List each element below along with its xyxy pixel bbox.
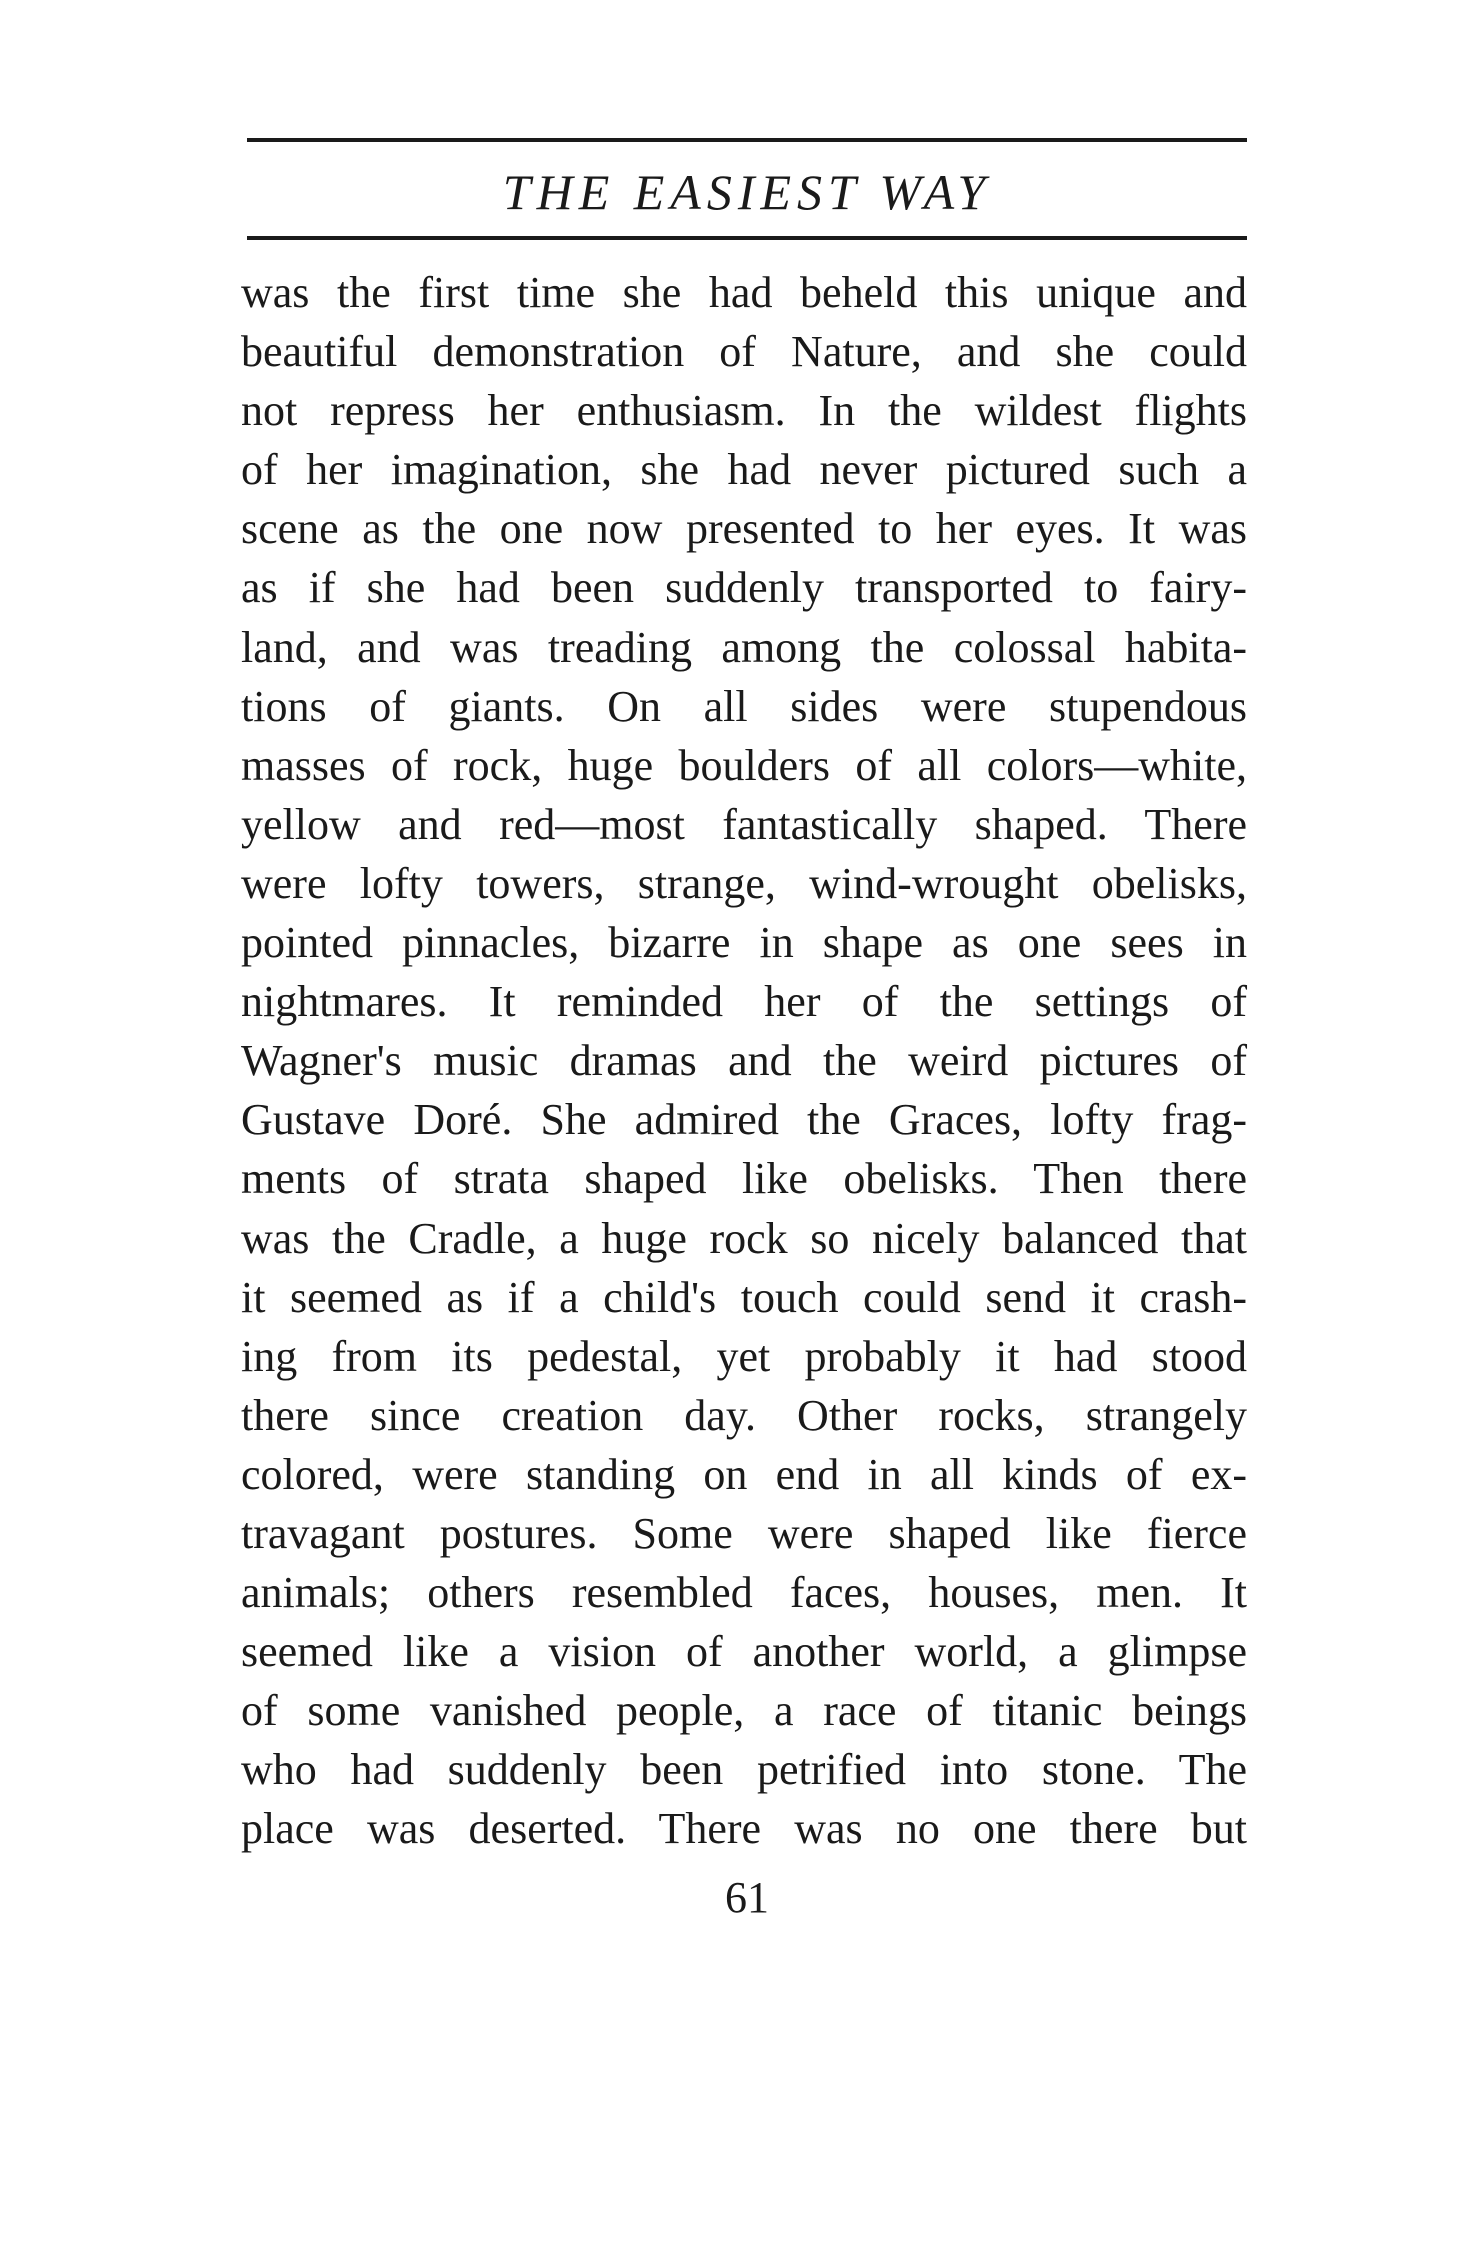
- text-line: nightmares. It reminded her of the settings of: [241, 977, 1247, 1027]
- text-line: scene as the one now presented to her eyes. It was: [241, 504, 1247, 554]
- text-line: was the Cradle, a huge rock so nicely balanced that: [241, 1213, 1247, 1263]
- text-line: colored, were standing on end in all kinds of ex-: [241, 1449, 1247, 1499]
- text-line: travagant postures. Some were shaped like fierce: [241, 1508, 1247, 1558]
- text-line: beautiful demonstration of Nature, and she could: [241, 327, 1247, 377]
- text-line: animals; others resembled faces, houses, men. It: [241, 1568, 1247, 1618]
- text-line: as if she had been suddenly transported to fairy-: [241, 563, 1247, 613]
- text-line: place was deserted. There was no one there but: [241, 1804, 1247, 1854]
- text-line: there since creation day. Other rocks, strangely: [241, 1390, 1247, 1440]
- text-line: ments of strata shaped like obelisks. Then there: [241, 1154, 1247, 1204]
- text-line: pointed pinnacles, bizarre in shape as one sees in: [241, 918, 1247, 968]
- text-line: Gustave Doré. She admired the Graces, lofty frag-: [241, 1095, 1247, 1145]
- header-rule-bottom: [247, 236, 1247, 240]
- text-line: it seemed as if a child's touch could send it crash-: [241, 1272, 1247, 1322]
- text-line: Wagner's music dramas and the weird pictures of: [241, 1036, 1247, 1086]
- text-line: ing from its pedestal, yet probably it had stood: [241, 1331, 1247, 1381]
- text-line: of some vanished people, a race of titanic beings: [241, 1686, 1247, 1736]
- text-line: tions of giants. On all sides were stupendous: [241, 681, 1247, 731]
- page-number: 61: [725, 1873, 769, 1922]
- text-line: was the first time she had beheld this unique and: [241, 268, 1247, 317]
- text-line: not repress her enthusiasm. In the wildest flights: [241, 386, 1247, 436]
- body-text: [241, 263, 1247, 1859]
- text-line: seemed like a vision of another world, a glimpse: [241, 1627, 1247, 1677]
- text-line: of her imagination, she had never pictured such a: [241, 445, 1247, 495]
- text-line: masses of rock, huge boulders of all colors—white,: [241, 740, 1247, 790]
- text-line: yellow and red—most fantastically shaped. There: [241, 799, 1247, 849]
- text-line: land, and was treading among the colossal habita-: [241, 622, 1247, 672]
- text-line: who had suddenly been petrified into stone. The: [241, 1745, 1247, 1795]
- running-head: THE EASIEST WAY: [502, 164, 992, 220]
- header-rule-top: [247, 138, 1247, 142]
- text-line: were lofty towers, strange, wind-wrought obelisks,: [241, 858, 1247, 908]
